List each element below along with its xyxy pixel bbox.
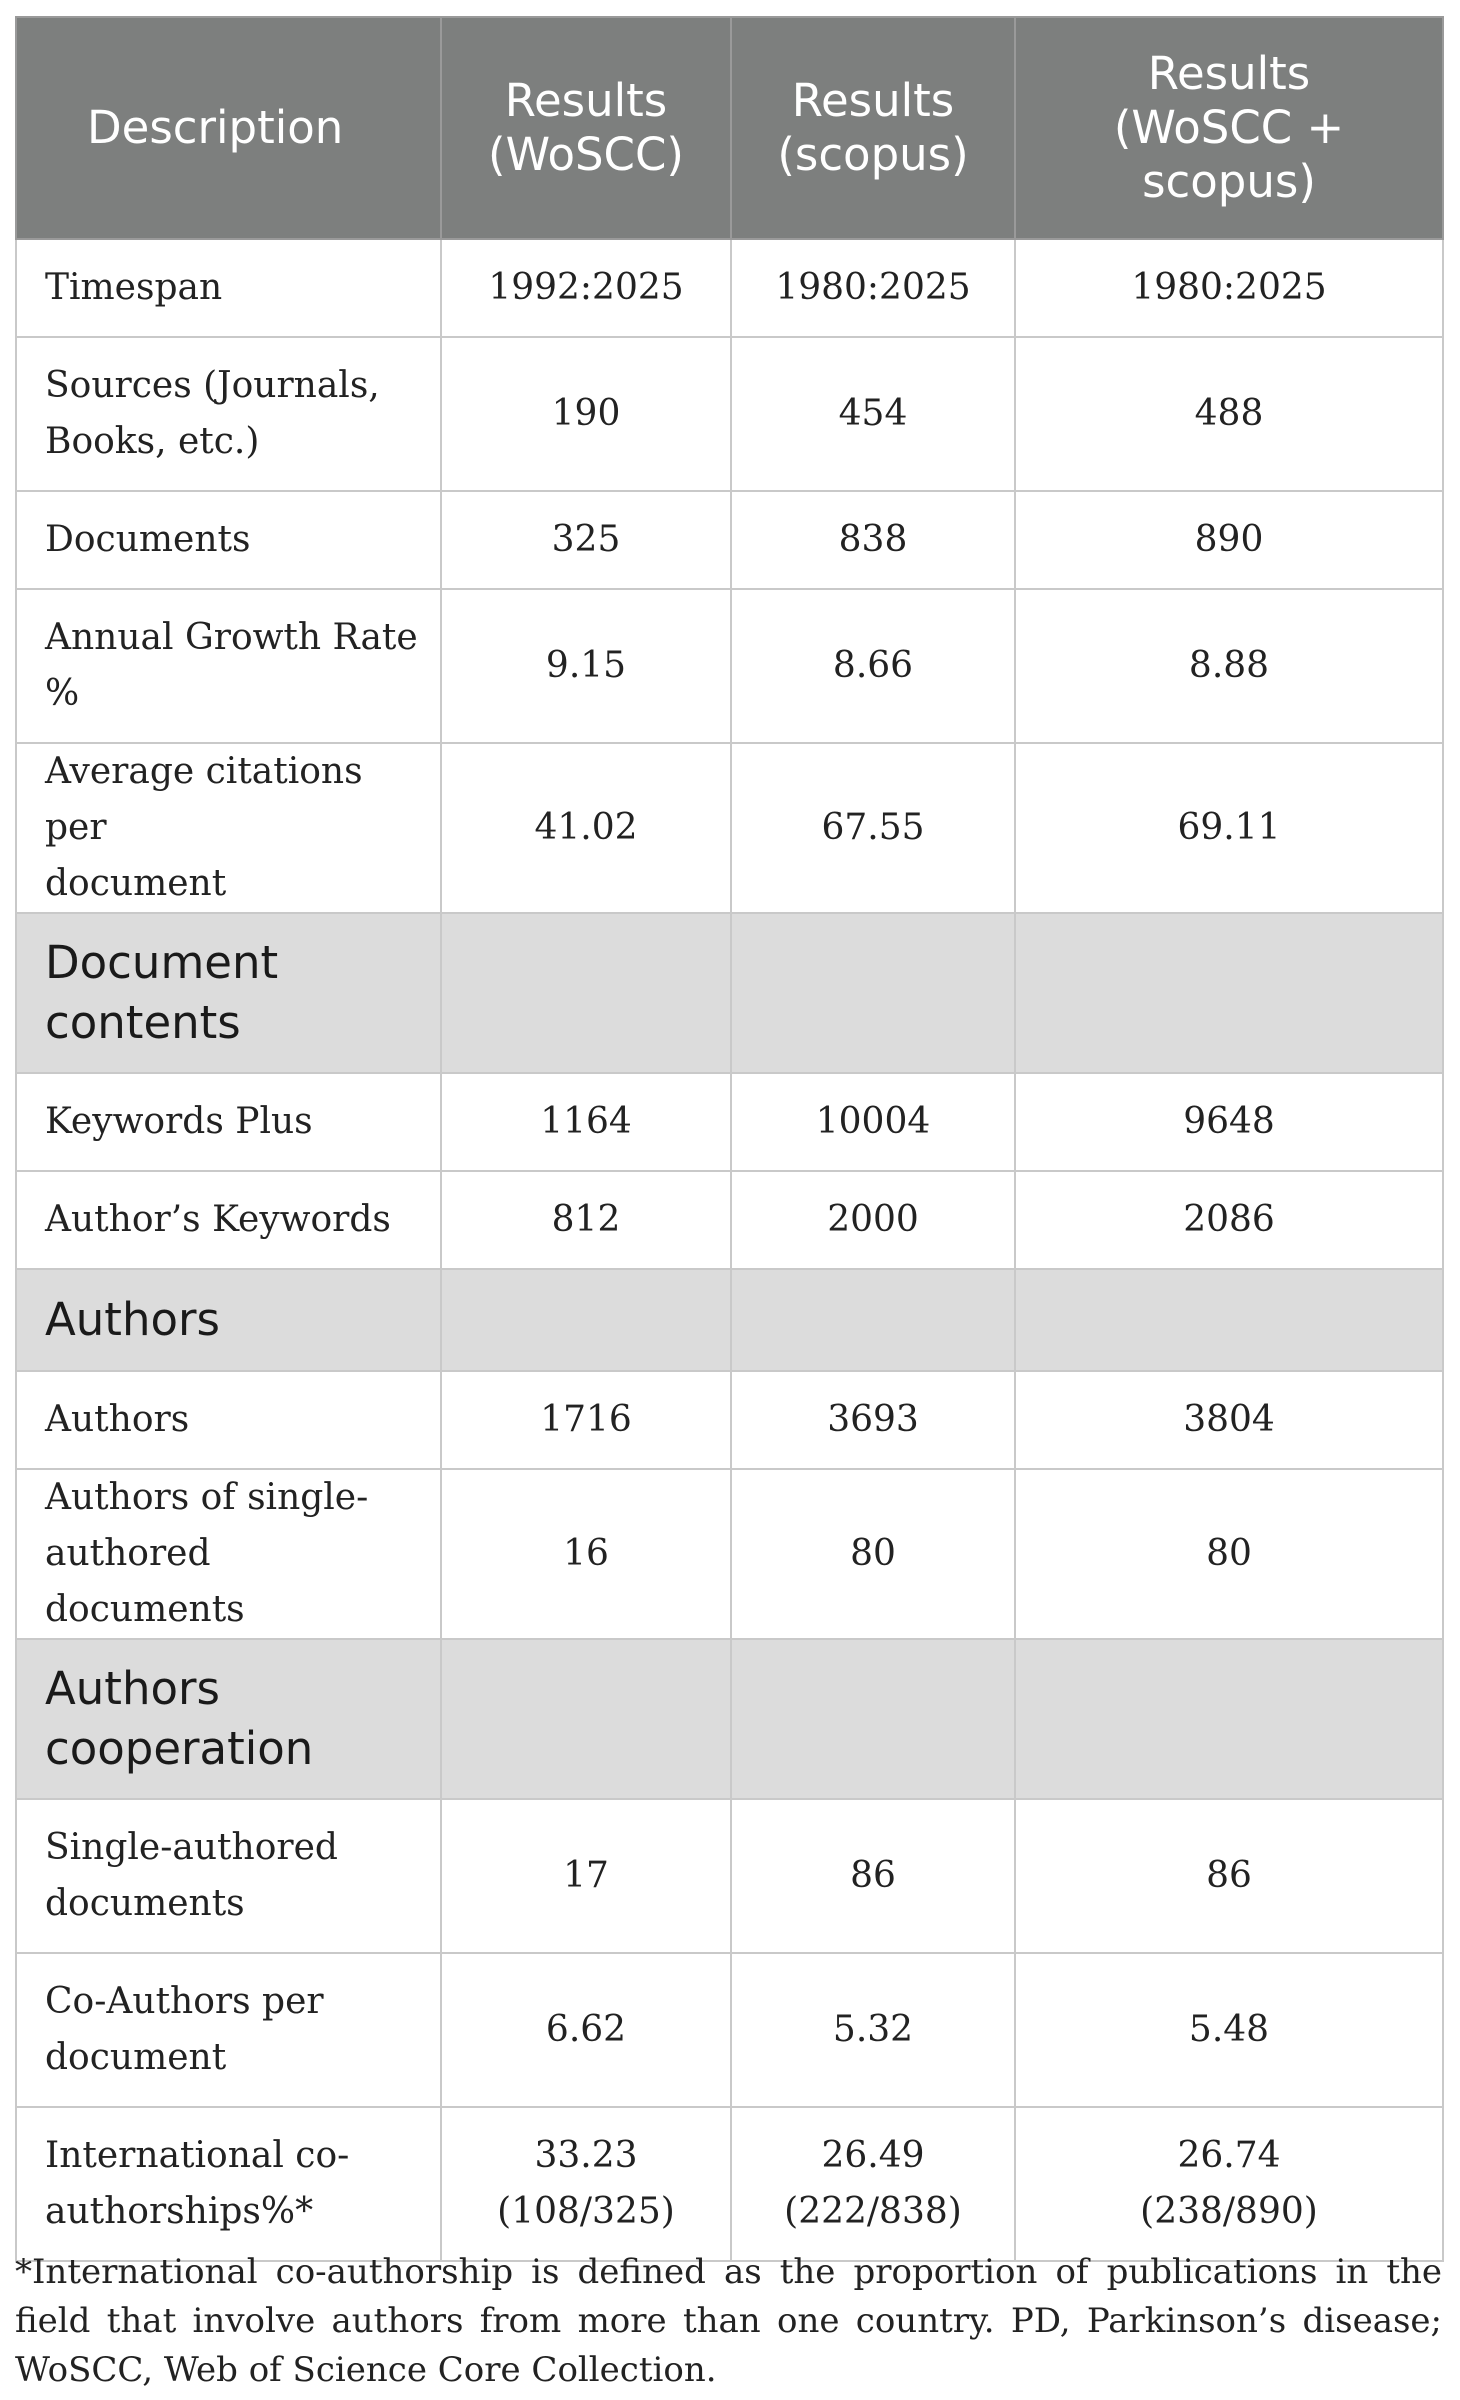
cell-scopus: 8.66 [731, 589, 1015, 743]
cell-woscc: 190 [441, 337, 731, 491]
table-header-row [16, 17, 1443, 239]
section-empty-cell [441, 913, 731, 1073]
cell-combined: 5.48 [1015, 1953, 1443, 2107]
cell-combined: 488 [1015, 337, 1443, 491]
row-label: Author’s Keywords [16, 1171, 441, 1269]
table-row [16, 1073, 1443, 1171]
row-label: Co-Authors per document [16, 1953, 441, 2107]
section-empty-cell [731, 1269, 1015, 1371]
cell-scopus: 80 [731, 1469, 1015, 1639]
cell-combined: 9648 [1015, 1073, 1443, 1171]
cell-combined: 86 [1015, 1799, 1443, 1953]
section-empty-cell [1015, 1639, 1443, 1799]
table-row [16, 1171, 1443, 1269]
cell-scopus: 838 [731, 491, 1015, 589]
cell-combined: 69.11 [1015, 743, 1443, 913]
section-empty-cell [731, 1639, 1015, 1799]
table-row [16, 743, 1443, 913]
cell-combined: 3804 [1015, 1371, 1443, 1469]
cell-woscc: 812 [441, 1171, 731, 1269]
section-row-authors-cooperation [16, 1639, 1443, 1799]
row-label: Documents [16, 491, 441, 589]
summary-table [15, 16, 1444, 2262]
row-label: Timespan [16, 239, 441, 337]
header-results-combined: Results (WoSCC + scopus) [1015, 17, 1443, 239]
row-label: International co- authorships%* [16, 2107, 441, 2261]
header-results-woscc: Results (WoSCC) [441, 17, 731, 239]
section-label: Document contents [16, 913, 441, 1073]
section-empty-cell [441, 1269, 731, 1371]
header-description: Description [16, 17, 441, 239]
table-row [16, 1953, 1443, 2107]
row-label: Authors [16, 1371, 441, 1469]
section-empty-cell [1015, 1269, 1443, 1371]
cell-scopus: 454 [731, 337, 1015, 491]
cell-woscc: 16 [441, 1469, 731, 1639]
row-label: Sources (Journals, Books, etc.) [16, 337, 441, 491]
cell-scopus: 86 [731, 1799, 1015, 1953]
cell-combined: 2086 [1015, 1171, 1443, 1269]
table-row [16, 491, 1443, 589]
cell-woscc: 1716 [441, 1371, 731, 1469]
cell-woscc: 33.23 (108/325) [441, 2107, 731, 2261]
row-label: Single-authored documents [16, 1799, 441, 1953]
cell-scopus: 3693 [731, 1371, 1015, 1469]
cell-scopus: 2000 [731, 1171, 1015, 1269]
cell-combined: 890 [1015, 491, 1443, 589]
table-row [16, 1799, 1443, 1953]
cell-combined: 1980:2025 [1015, 239, 1443, 337]
cell-woscc: 17 [441, 1799, 731, 1953]
section-label: Authors cooperation [16, 1639, 441, 1799]
cell-woscc: 1164 [441, 1073, 731, 1171]
section-empty-cell [731, 913, 1015, 1073]
cell-woscc: 325 [441, 491, 731, 589]
cell-combined: 80 [1015, 1469, 1443, 1639]
table-row [16, 239, 1443, 337]
row-label: Authors of single- authored documents [16, 1469, 441, 1639]
cell-scopus: 5.32 [731, 1953, 1015, 2107]
cell-scopus: 26.49 (222/838) [731, 2107, 1015, 2261]
section-empty-cell [1015, 913, 1443, 1073]
row-label: Average citations per document [16, 743, 441, 913]
row-label: Annual Growth Rate % [16, 589, 441, 743]
cell-woscc: 1992:2025 [441, 239, 731, 337]
cell-woscc: 9.15 [441, 589, 731, 743]
table-row [16, 1469, 1443, 1639]
cell-scopus: 67.55 [731, 743, 1015, 913]
section-row-document-contents [16, 913, 1443, 1073]
cell-scopus: 10004 [731, 1073, 1015, 1171]
summary-table-container [15, 16, 1442, 2262]
row-label: Keywords Plus [16, 1073, 441, 1171]
cell-scopus: 1980:2025 [731, 239, 1015, 337]
section-label: Authors [16, 1269, 441, 1371]
table-row [16, 1371, 1443, 1469]
cell-combined: 26.74 (238/890) [1015, 2107, 1443, 2261]
table-row [16, 337, 1443, 491]
cell-combined: 8.88 [1015, 589, 1443, 743]
section-empty-cell [441, 1639, 731, 1799]
table-footnote: *International co-authorship is defined as the proportion of publications in the field that involve authors from more than one country. PD, Parkinson’s disease; WoSCC, Web of Science Core Collection. [15, 2252, 1442, 2390]
table-row [16, 2107, 1443, 2261]
table-row [16, 589, 1443, 743]
header-results-scopus: Results (scopus) [731, 17, 1015, 239]
cell-woscc: 41.02 [441, 743, 731, 913]
section-row-authors [16, 1269, 1443, 1371]
cell-woscc: 6.62 [441, 1953, 731, 2107]
